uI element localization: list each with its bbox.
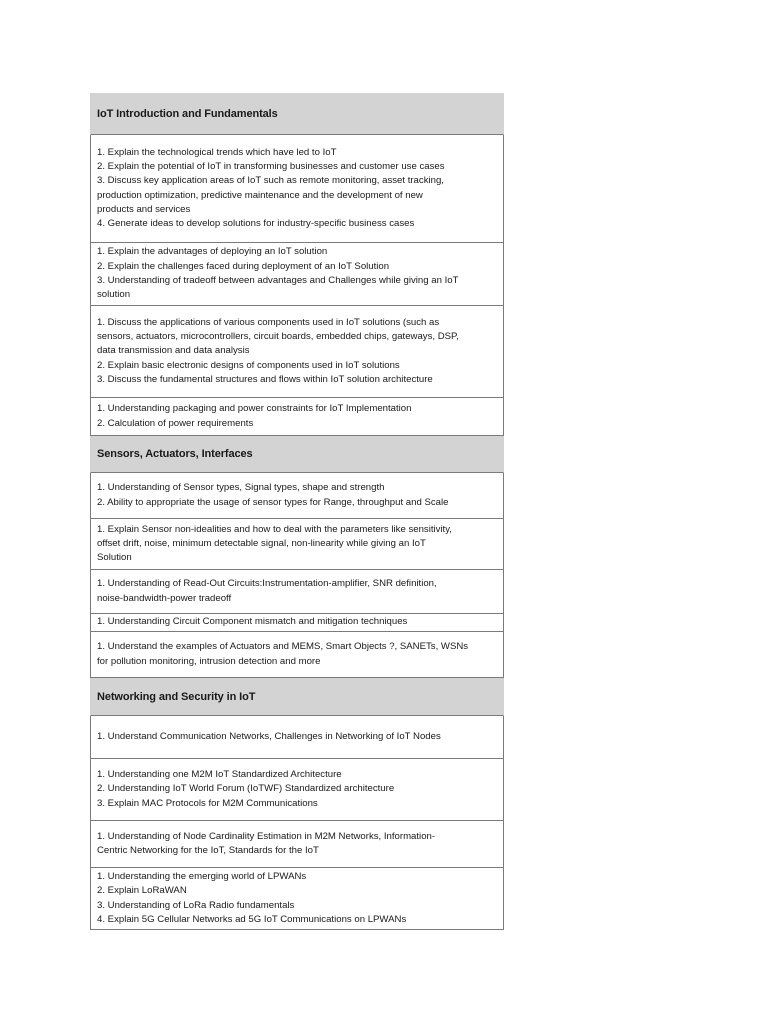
outcome-line: 1. Understanding Circuit Component mismatch and mitigation techniques [97,616,408,628]
outcome-line: 2. Explain basic electronic designs of components used in IoT solutions [97,359,400,371]
outcome-line: 1. Understanding of Read-Out Circuits:Instrumentation-amplifier, SNR definition, [97,578,437,590]
outcome-line: 1. Understanding one M2M IoT Standardized Architecture [97,769,342,781]
outcome-line: 1. Understanding of Node Cardinality Estimation in M2M Networks, Information- [97,830,436,842]
outcome-line: 1. Understand Communication Networks, Challenges in Networking of IoT Nodes [97,730,441,742]
outcome-line: sensors, actuators, microcontrollers, circuit boards, embedded chips, gateways, DSP, [97,331,459,343]
outcome-line: Centric Networking for the IoT, Standards for the IoT [97,845,319,856]
outcome-line: offset drift, noise, minimum detectable signal, non-linearity while giving an IoT [97,537,426,549]
outcome-cell [90,519,504,570]
outcome-line: 1. Explain the advantages of deploying an IoT solution [97,246,328,258]
outcome-line: 2. Explain LoRaWAN [97,885,187,897]
section-header [90,436,504,473]
outcome-cell [90,243,504,306]
outcome-cell [90,759,504,821]
outcome-cell [90,473,504,519]
outcome-line: 1. Understanding of Sensor types, Signal types, shape and strength [97,482,385,494]
outcome-line: 2. Explain the challenges faced during deployment of an IoT Solution [97,260,390,272]
outcome-line: 3. Explain MAC Protocols for M2M Communications [97,797,318,809]
outcome-line: 2. Explain the potential of IoT in transforming businesses and customer use cases [97,160,445,172]
outcome-cell [90,614,504,632]
outcome-cell [90,135,504,243]
outcome-line: 1. Explain the technological trends which have led to IoT [97,146,337,158]
outcome-cell [90,570,504,614]
outcome-cell [90,632,504,678]
outcome-line: 4. Generate ideas to develop solutions for industry-specific business cases [97,218,415,230]
outcome-line: 1. Discuss the applications of various components used in IoT solutions (such as [97,316,440,328]
outcome-line: 1. Explain Sensor non-idealities and how to deal with the parameters like sensitivity, [97,523,452,535]
outcome-cell [90,398,504,436]
section-title: Networking and Security in IoT [97,690,256,703]
section-header [90,93,504,135]
section-title: Sensors, Actuators, Interfaces [97,448,253,460]
outcome-line: for pollution monitoring, intrusion detection and more [97,655,321,667]
outcome-line: 2. Ability to appropriate the usage of sensor types for Range, throughput and Scale [97,496,449,508]
outcome-line: 3. Discuss the fundamental structures and flows within IoT solution architecture [97,373,433,385]
section-title: IoT Introduction and Fundamentals [97,108,278,120]
outcome-line: Solution [97,552,132,564]
outcome-line: 2. Calculation of power requirements [97,417,254,429]
outcome-line: 2. Understanding IoT World Forum (IoTWF) Standardized architecture [97,783,395,795]
outcome-line: 1. Understanding the emerging world of LPWANs [97,870,307,882]
outcome-line: 1. Understanding packaging and power constraints for IoT Implementation [97,403,412,415]
section-header [90,678,504,716]
outline-table [90,93,504,930]
outcome-line: 3. Understanding of tradeoff between advantages and Challenges while giving an IoT [97,275,459,286]
outcome-line: 4. Explain 5G Cellular Networks ad 5G IoT Communications on LPWANs [97,913,407,925]
outcome-cell [90,716,504,759]
outcome-cell [90,306,504,398]
outcome-line: 3. Discuss key application areas of IoT such as remote monitoring, asset tracking, [97,175,444,187]
outcome-cell [90,821,504,868]
outcome-line: noise-bandwidth-power tradeoff [97,592,232,604]
outcome-cell [90,868,504,930]
outcome-line: 1. Understand the examples of Actuators and MEMS, Smart Objects ?, SANETs, WSNs [97,641,469,653]
outcome-line: data transmission and data analysis [97,345,250,357]
outcome-line: products and services [97,203,191,215]
outcome-line: 3. Understanding of LoRa Radio fundamentals [97,899,295,911]
outcome-line: production optimization, predictive maintenance and the development of new [97,189,423,201]
outcome-line: solution [97,289,131,301]
